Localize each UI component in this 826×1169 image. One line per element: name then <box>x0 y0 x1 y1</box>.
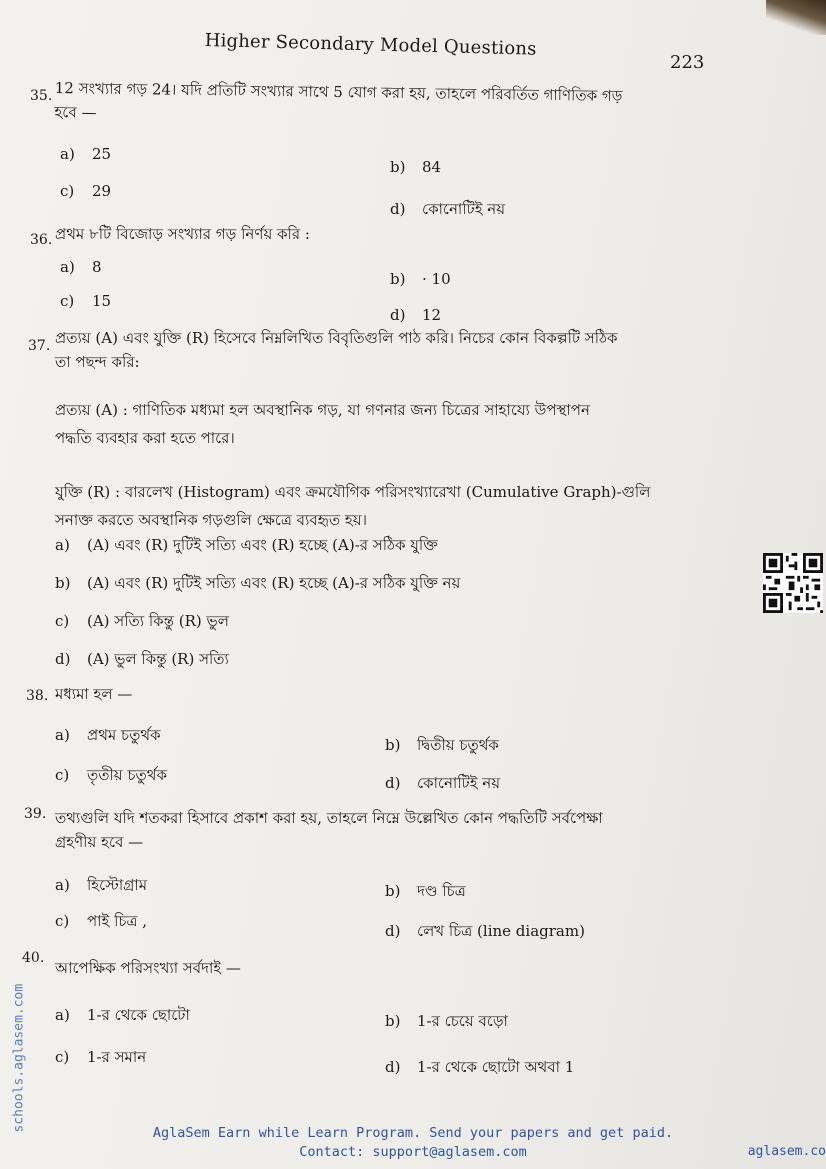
question-35-number: 35. <box>30 88 53 104</box>
question-39-text <box>55 806 715 854</box>
question-37-text <box>55 326 715 374</box>
question-40-line1: আপেক্ষিক পরিসংখ্যা সর্বদাই — <box>55 959 241 977</box>
question-39-line2: গ্রহণীয় হবে — <box>55 833 144 851</box>
question-37-line2: তা পছন্দ করি: <box>55 353 140 371</box>
q39-option-a: a) হিস্টোগ্রাম <box>55 876 148 894</box>
question-35-line1: 12 সংখ্যার গড় 24। যদি প্রতিটি সংখ্যার সাথে 5 যোগ করা হয়, তাহলে পরিবর্তিত গাণিতিক গড় <box>54 78 623 105</box>
q37-assertion-line1: প্রত্যয় (A) : গাণিতিক মধ্যমা হল অবস্থানিক গড়, যা গণনার জন্য চিত্রের সাহায্যে উপস্থাপন <box>55 401 590 419</box>
question-38-text <box>55 682 132 706</box>
footer-contact[interactable]: Contact: support@aglasem.com <box>299 1144 527 1160</box>
q36-option-b: b) · 10 <box>390 270 451 288</box>
footer-line1: AglaSem Earn while Learn Program. Send your papers and get paid. <box>152 1125 674 1141</box>
q40-option-a: a) 1-র থেকে ছোটো <box>55 1006 190 1024</box>
q37-option-b: b) (A) এবং (R) দুটিই সত্যি এবং (R) হচ্ছে (A)-র সঠিক যুক্তি নয় <box>55 574 461 592</box>
book-header-title: Higher Secondary Model Questions <box>204 30 537 60</box>
page-number: 223 <box>670 52 705 73</box>
question-38-number: 38. <box>26 688 49 704</box>
qr-code <box>763 553 823 613</box>
q37-reason <box>55 478 650 534</box>
q37-option-a: a) (A) এবং (R) দুটিই সত্যি এবং (R) হচ্ছে (A)-র সঠিক যুক্তি <box>55 536 438 554</box>
q37-reason-line1: যুক্তি (R) : বারলেখ (Histogram) এবং ক্রমযৌগিক পরিসংখ্যারেখা (Cumulative Graph)-গুলি <box>55 483 651 501</box>
question-35-text <box>54 76 622 132</box>
q38-option-b: b) দ্বিতীয় চতুর্থক <box>385 736 499 754</box>
q38-option-a: a) প্রথম চতুর্থক <box>55 726 161 744</box>
q35-option-b: b) 84 <box>390 158 442 176</box>
q40-option-c: c) 1-র সমান <box>55 1048 147 1066</box>
question-38-line1: মধ্যমা হল — <box>55 685 133 703</box>
question-39-number: 39. <box>24 806 47 822</box>
q39-option-b: b) দণ্ড চিত্র <box>385 882 466 900</box>
q39-option-c: c) পাই চিত্র , <box>55 912 148 930</box>
question-36-number: 36. <box>30 232 53 248</box>
question-37-number: 37. <box>28 338 51 354</box>
footer-site-link[interactable]: aglasem.co <box>747 1144 826 1159</box>
q35-option-d: d) কোনোটিই নয় <box>390 200 506 218</box>
q37-assertion-line2: পদ্ধতি ব্যবহার করা হতে পারে। <box>55 429 235 447</box>
question-40-number: 40. <box>22 950 45 966</box>
question-39-line1: তথ্যগুলি যদি শতকরা হিসাবে প্রকাশ করা হয়, তাহলে নিম্নে উল্লেখিত কোন পদ্ধতিটি সর্বপেক্ষা <box>55 809 603 827</box>
q35-option-a: a) 25 <box>60 145 112 163</box>
q37-option-c: c) (A) সত্যি কিন্তু (R) ভুল <box>55 612 229 630</box>
page-corner-shadow <box>766 0 826 35</box>
question-35-line2: হবে — <box>54 102 97 122</box>
q40-option-d: d) 1-র থেকে ছোটো অথবা 1 <box>385 1058 575 1076</box>
q37-reason-line2: সনাক্ত করতে অবস্থানিক গড়গুলি ক্ষেত্রে ব্যবহৃত হয়। <box>55 511 367 529</box>
qr-code-graphic <box>763 553 823 613</box>
question-40-text <box>55 956 241 980</box>
q36-option-a: a) 8 <box>60 258 102 276</box>
side-watermark: schools.aglasem.com <box>11 983 27 1133</box>
q36-option-d: d) 12 <box>390 306 442 324</box>
q40-option-b: b) 1-র চেয়ে বড়ো <box>385 1012 508 1030</box>
question-37-line1: প্রত্যয় (A) এবং যুক্তি (R) হিসেবে নিম্নলিখিত বিবৃতিগুলি পাঠ করি। নিচের কোন বিকল্পটি সঠিক <box>55 329 618 347</box>
q38-option-c: c) তৃতীয় চতুর্থক <box>55 766 167 784</box>
q38-option-d: d) কোনোটিই নয় <box>385 774 501 792</box>
q37-option-d: d) (A) ভুল কিন্তু (R) সত্যি <box>55 650 229 668</box>
question-36-text <box>55 222 310 246</box>
q35-option-c: c) 29 <box>60 182 112 200</box>
q39-option-d: d) লেখ চিত্র (line diagram) <box>385 922 585 940</box>
q36-option-c: c) 15 <box>60 292 112 310</box>
q37-assertion <box>55 396 590 452</box>
question-36-line1: প্রথম ৮টি বিজোড় সংখ্যার গড় নির্ণয় করি : <box>55 225 310 243</box>
